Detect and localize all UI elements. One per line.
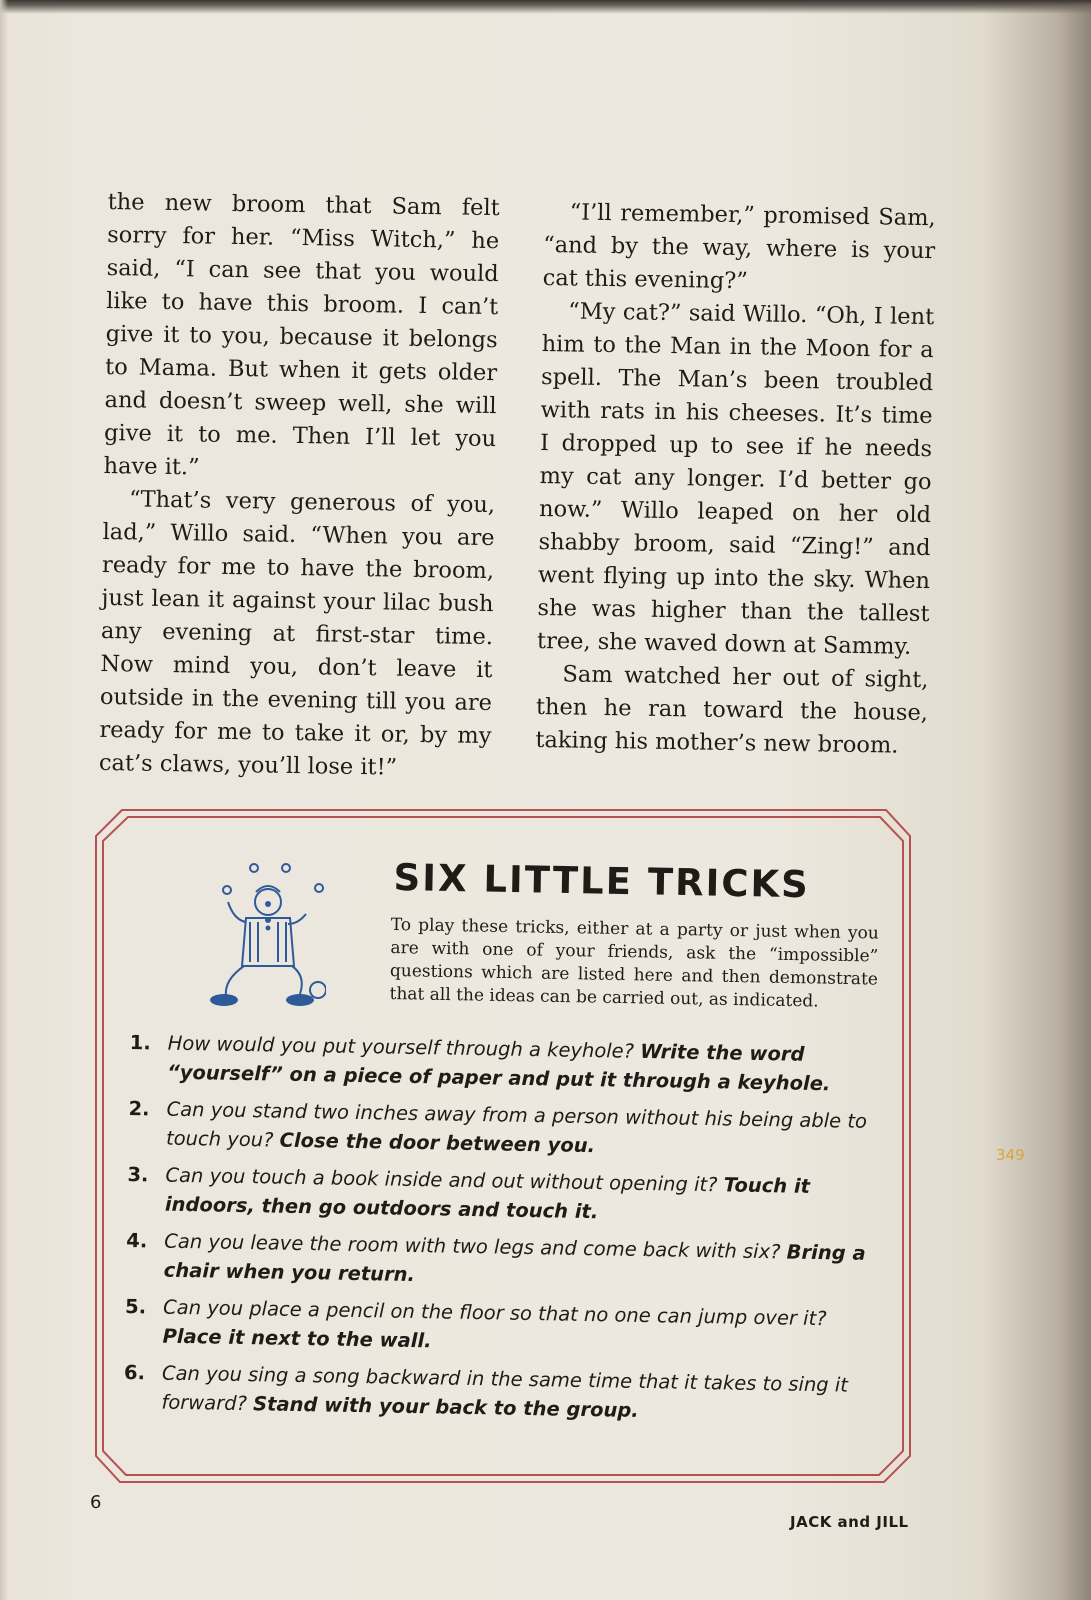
trick-item (129, 1028, 882, 1099)
trick-answer: Place it next to the wall. (162, 1324, 432, 1353)
trick-number: 2. (128, 1096, 150, 1121)
page-top-shadow (0, 0, 1091, 14)
juggling-clown-icon (202, 862, 326, 1012)
trick-answer: Write the word “yourself” on a piece of paper and put it through a keyhole. (167, 1039, 831, 1096)
trick-number: 5. (124, 1294, 147, 1319)
trick-item (123, 1358, 876, 1429)
trick-answer: Close the door between you. (279, 1128, 596, 1158)
story-paragraph: Sam watched her out of sight, then he ran toward the house, taking his mother’s new broom. (535, 661, 929, 759)
trick-number: 6. (123, 1360, 146, 1385)
story-column-left (99, 186, 500, 786)
trick-question: Can you leave the room with two legs and come back with six? (164, 1229, 781, 1264)
trick-item (124, 1292, 877, 1363)
tricks-list (123, 1028, 882, 1437)
trick-question: Can you touch a book inside and out without opening it? (165, 1163, 718, 1197)
trick-number: 3. (127, 1162, 149, 1187)
trick-item (127, 1160, 880, 1231)
page-left-shadow (0, 0, 8, 1600)
story-paragraph: “I’ll remember,” promised Sam, “and by the way, where is your cat this evening?” (542, 199, 936, 295)
page-number: 6 (90, 1492, 102, 1513)
trick-answer: Touch it indoors, then go outdoors and touch it. (164, 1173, 811, 1224)
story-column-right (535, 196, 936, 763)
tricks-title: SIX LITTLE TRICKS (393, 856, 811, 907)
trick-answer: Stand with your back to the group. (252, 1392, 639, 1422)
trick-number: 4. (126, 1228, 148, 1253)
six-little-tricks-box (94, 808, 912, 1484)
trick-question: Can you place a pencil on the floor so that no one can jump over it? (162, 1295, 827, 1331)
magazine-title: JACK and JILL (790, 1513, 909, 1531)
trick-number: 1. (129, 1030, 151, 1055)
trick-question: Can you stand two inches away from a person without his being able to touch you? (165, 1097, 868, 1152)
margin-page-number: 349 (996, 1146, 1025, 1164)
story-paragraph: the new broom that Sam felt sorry for her. “Miss Witch,” he said, “I can see that you would like to have this broom. I can’t give it to you, because it belongs to Mama. But when it gets older and doesn’t sweep well, she will give it to me. Then I’ll let you have it.” (103, 188, 500, 481)
trick-item (128, 1094, 881, 1165)
trick-question: Can you sing a song backward in the same time that it takes to sing it forward? (161, 1361, 849, 1416)
tricks-intro: To play these tricks, either at a party or just when you are with one of your friends, ask the “impossible” questions which are listed here and then demonstrate that all the ideas can be carried out, as indicated. (389, 914, 879, 1012)
trick-question: How would you put yourself through a keyhole? (167, 1031, 635, 1063)
trick-item (126, 1226, 879, 1297)
trick-answer: Bring a chair when you return. (163, 1240, 866, 1287)
story-paragraph: “My cat?” said Willo. “Oh, I lent him to the Man in the Moon for a spell. The Man’s been troubled with rats in his cheeses. It’s time I dropped up to see if he needs my cat any longer. I’d better go now.” Willo leaped on her old shabby broom, said “Zing!” and went flying up into the sky. When she was higher than the tallest tree, she waved down at Sammy. (536, 298, 935, 660)
story-paragraph: “That’s very generous of you, lad,” Willo said. “When you are ready for me to have the broom, just lean it against your lilac bush any evening at first-star time. Now mind you, don’t leave it outside in the evening till you are ready for me to take it or, by my cat’s claws, you’ll lose it!” (98, 486, 496, 781)
